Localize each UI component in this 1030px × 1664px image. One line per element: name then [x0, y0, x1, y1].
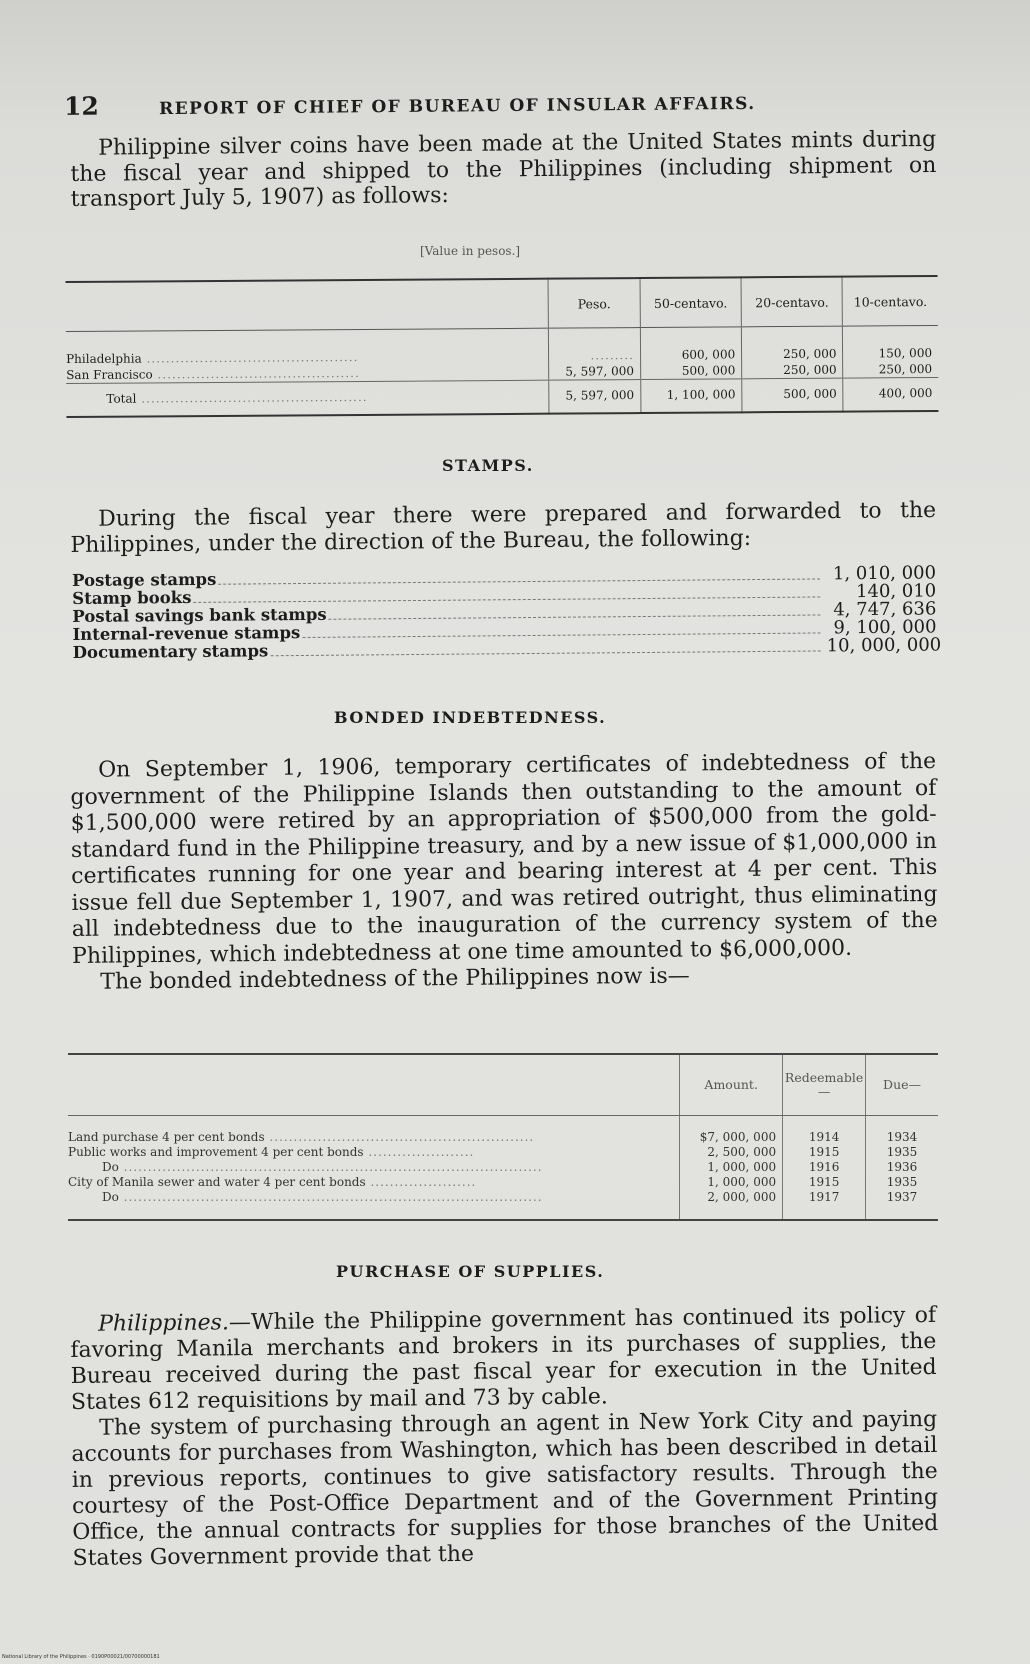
- row-label: [66, 328, 549, 367]
- leader-dots: .......................................................................................: [118, 1160, 543, 1174]
- item-label: Documentary stamps: [72, 641, 269, 662]
- cell: 150, 000: [843, 325, 938, 361]
- row-label: [66, 380, 549, 417]
- table-row: [68, 1190, 938, 1220]
- bonds-table: [68, 1053, 938, 1221]
- cell: [549, 328, 641, 364]
- row-label-text: Public works and improvement 4 per cent bonds: [68, 1145, 364, 1159]
- item-label: Postage stamps: [71, 569, 217, 590]
- cell: 1, 100, 000: [641, 379, 743, 413]
- col-header: Redeemable—: [783, 1054, 866, 1116]
- cell: 1935: [866, 1145, 938, 1160]
- row-label-text: City of Manila sewer and water 4 per cent bonds: [68, 1175, 366, 1189]
- item-value: 9, 100, 000: [833, 616, 937, 639]
- cell: 250, 000: [742, 362, 843, 379]
- table-row: [68, 1160, 938, 1175]
- supplies-paragraphs: [70, 1303, 939, 1572]
- leader-dots: ..........................................: [152, 365, 360, 382]
- coins-intro-paragraph: [70, 127, 937, 213]
- coins-intro-text: Philippine silver coins have been made at the United States mints during the fiscal year and shipped to the Philippines (including shipment on transport July 5, 1907) as follows:: [70, 126, 937, 212]
- supplies-p1-text: —While the Philippine government has continued its policy of favoring Manila merchants and brokers in its purchases of supplies, the Bureau received during the past fiscal year for execution in the United States 612 requisitions by mail and 73 by cable.: [70, 1302, 937, 1415]
- col-header: Peso.: [548, 278, 640, 328]
- cell: 2, 000, 000: [680, 1190, 783, 1220]
- row-label-text: Philadelphia: [66, 351, 142, 367]
- table-row: [68, 1145, 938, 1160]
- col-header: 50-centavo.: [640, 277, 742, 327]
- row-label-text: Land purchase 4 per cent bonds: [68, 1130, 265, 1144]
- row-label: [68, 1160, 680, 1175]
- cell: 5, 597, 000: [549, 380, 641, 414]
- cell: 1915: [783, 1145, 866, 1160]
- supplies-p2-text: The system of purchasing through an agent in New York City and paying accounts for purchases from Washington, which has been described in detail in previous reports, continues to give satisfactory results. Through the courtesy of the Post-Office Department and of the Government Printing Office, the annual contracts for supplies for those branches of the United States Government provide that the: [71, 1406, 939, 1571]
- cell: 600, 000: [640, 327, 742, 363]
- table-caption: [Value in pesos.]: [420, 244, 521, 258]
- row-label: [68, 1190, 680, 1220]
- cell: 250, 000: [843, 361, 938, 378]
- row-label-text: San Francisco: [66, 367, 153, 383]
- section-heading-stamps: STAMPS.: [442, 456, 534, 475]
- item-label: Stamp books: [72, 587, 192, 608]
- cell: 500, 000: [742, 378, 844, 412]
- col-header: Due—: [866, 1054, 938, 1116]
- leader-dots: ......................: [363, 1145, 475, 1159]
- cell: 1, 000, 000: [680, 1175, 783, 1190]
- cell: 500, 000: [640, 362, 741, 379]
- cell: 1916: [783, 1160, 866, 1175]
- leader-dots: ............................................: [141, 350, 359, 366]
- cell: 400, 000: [843, 377, 938, 411]
- leader-line: [329, 614, 821, 619]
- stamps-intro-text: During the fiscal year there were prepared and forwarded to the Philippines, under the direction of the Bureau, the following:: [70, 497, 937, 558]
- cell: 1936: [866, 1160, 938, 1175]
- item-value: 10, 000, 000: [826, 634, 942, 657]
- row-label: [68, 1145, 680, 1160]
- table-row: [68, 1175, 938, 1190]
- bonded-paragraph: [70, 749, 938, 997]
- cell: 1935: [866, 1175, 938, 1190]
- leader-line: [270, 650, 820, 656]
- cell: $7, 000, 000: [680, 1116, 783, 1146]
- cell: 1917: [783, 1190, 866, 1220]
- cell: 1934: [866, 1116, 938, 1146]
- total-row: [66, 377, 938, 417]
- cell: 1, 000, 000: [680, 1160, 783, 1175]
- cell: 1937: [866, 1190, 938, 1220]
- bonded-lead-text: The bonded indebtedness of the Philippines now is—: [100, 963, 690, 995]
- stamps-list: [71, 562, 942, 662]
- cell: 2, 500, 000: [680, 1145, 783, 1160]
- item-label: Internal-revenue stamps: [72, 623, 301, 644]
- col-header: 20-centavo.: [741, 277, 843, 327]
- section-heading-bonded: BONDED INDEBTEDNESS.: [334, 708, 607, 727]
- running-title: REPORT OF CHIEF OF BUREAU OF INSULAR AFFAIRS.: [158, 93, 756, 120]
- leader-dots: .......................................................: [264, 1130, 535, 1144]
- cell: 5, 597, 000: [549, 363, 641, 380]
- bonds-header-blank: [68, 1054, 680, 1116]
- leader-dots: ......................: [365, 1175, 477, 1189]
- cell: 1914: [783, 1116, 866, 1146]
- leader-dots: ...............................................: [136, 389, 368, 406]
- leader-dots: .........: [590, 348, 634, 363]
- coins-table: [66, 275, 939, 418]
- supplies-italic-lead: Philippines.: [97, 1310, 230, 1337]
- item-label: Postal savings bank stamps: [72, 604, 327, 626]
- row-label-text: Total: [106, 391, 137, 406]
- leader-dots: .......................................................................................: [118, 1190, 543, 1204]
- cell: 250, 000: [741, 326, 843, 362]
- scan-footer: National Library of the Philippines · 0190P00021/00700000181: [2, 1654, 160, 1660]
- item-value: 1, 010, 000: [832, 562, 937, 585]
- row-label: [68, 1116, 680, 1146]
- col-header: 10-centavo.: [842, 276, 937, 326]
- cell: 1915: [783, 1175, 866, 1190]
- col-header: Amount.: [680, 1054, 783, 1116]
- row-label: [68, 1175, 680, 1190]
- table-row: [66, 325, 938, 367]
- coins-header-blank: [66, 279, 549, 332]
- row-label-text: Do: [102, 1190, 119, 1204]
- section-heading-supplies: PURCHASE OF SUPPLIES.: [336, 1262, 605, 1281]
- stamps-intro-paragraph: [70, 498, 936, 558]
- item-value: 140, 010: [855, 580, 937, 603]
- page-number: 12: [63, 91, 99, 121]
- bonded-paragraph-text: On September 1, 1906, temporary certificates of indebtedness of the government of the Philippine Islands then outstanding to the amount of $1,500,000 were retired by an appropriation of $500,000 from the gold-standard fund in the Philippine treasury, and by a new issue of $1,000,000 in certificates running for one year and bearing interest at 4 per cent. This issue fell due September 1, 1907, and was retired outright, thus eliminating all indebtedness due to the inauguration of the currency system of the Philippines, which indebtedness at one time amounted to $6,000,000.: [70, 748, 938, 969]
- row-label-text: Do: [102, 1160, 119, 1174]
- page-header: [64, 84, 964, 121]
- table-row: [68, 1116, 938, 1146]
- item-value: 4, 747, 636: [833, 598, 937, 621]
